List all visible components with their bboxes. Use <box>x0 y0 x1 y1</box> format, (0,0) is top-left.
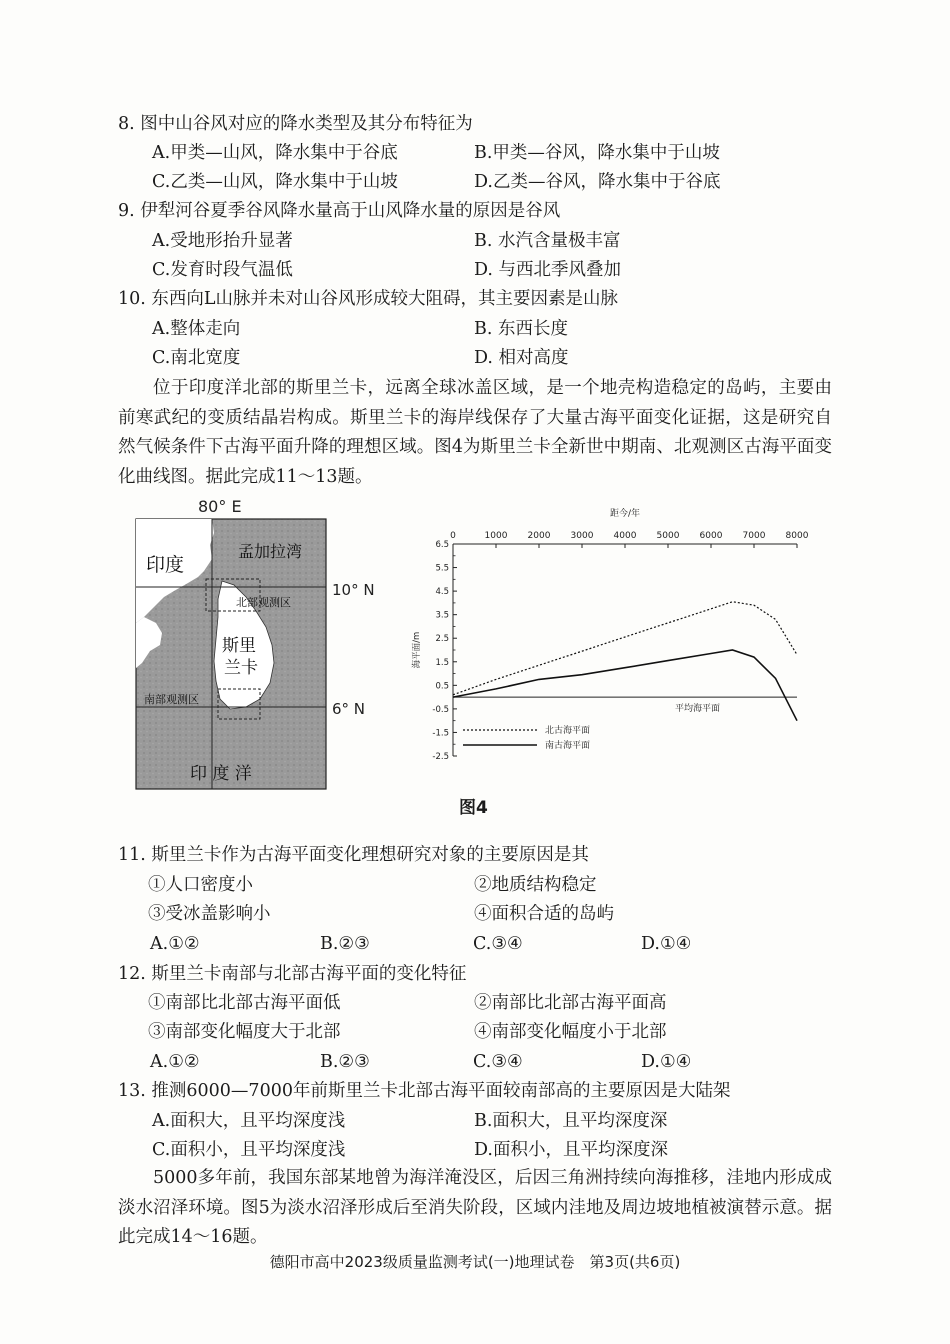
passage-sri-lanka: 位于印度洋北部的斯里兰卡，远离全球冰盖区域，是一个地壳构造稳定的岛屿，主要由前寒武纪的变质结晶岩构成。斯里兰卡的海岸线保存了大量古海平面变化证据，这是研究自然气候条件下古海平面升降的理想区域。图4为斯里兰卡全新世中期南、北观测区古海平面变化曲线图。据此完成11～13题。 <box>118 378 832 487</box>
map-lat10-label: 10° N <box>332 581 375 599</box>
map-island-label-2: 兰卡 <box>224 658 258 678</box>
q12-option-d: D.①④ <box>641 1052 692 1072</box>
q11-item-2: ②地质结构稳定 <box>474 875 597 895</box>
map-island-label-1: 斯里 <box>222 636 256 656</box>
q13-option-c: C.面积小，且平均深度浅 <box>152 1140 346 1160</box>
q13-stem: 13. 推测6000—7000年前斯里兰卡北部古海平面较南部高的主要原因是大陆架 <box>118 1081 731 1101</box>
y-tick-label: 6.5 <box>435 540 449 550</box>
q12-item-1: ①南部比北部古海平面低 <box>148 993 341 1013</box>
map-north-zone-label: 北部观测区 <box>236 596 291 609</box>
q12-option-a: A.①② <box>150 1052 200 1072</box>
y-tick-label: -2.5 <box>432 752 449 762</box>
q11-option-a: A.①② <box>150 934 200 954</box>
q8-option-d: D.乙类—谷风，降水集中于谷底 <box>474 172 721 192</box>
x-tick-label: 4000 <box>613 531 637 541</box>
passage-marsh: 5000多年前，我国东部某地曾为海洋淹没区，后因三角洲持续向海推移，洼地内形成成淡水沼泽环境。图5为淡水沼泽形成后至消失阶段，区域内洼地及周边坡地植被演替示意。据此完成14～16题。 <box>118 1168 832 1247</box>
q12-item-3: ③南部变化幅度大于北部 <box>148 1022 341 1042</box>
x-tick-label: 3000 <box>570 531 594 541</box>
sea-level-chart <box>405 498 815 770</box>
x-tick-label: 1000 <box>484 531 508 541</box>
y-tick-label: 5.5 <box>435 563 449 574</box>
q10-option-b: B. 东西长度 <box>474 319 568 339</box>
q10-option-a: A.整体走向 <box>152 319 241 339</box>
x-tick-label: 8000 <box>785 531 809 541</box>
q11-option-b: B.②③ <box>320 934 370 954</box>
q8-option-c: C.乙类—山风，降水集中于山坡 <box>152 172 398 192</box>
q8-option-a: A.甲类—山风，降水集中于谷底 <box>152 143 398 163</box>
q9-option-a: A.受地形抬升显著 <box>152 231 293 251</box>
y-tick-label: 4.5 <box>435 587 449 598</box>
q10-stem: 10. 东西向L山脉并未对山谷风形成较大阻碍，其主要因素是山脉 <box>118 289 619 309</box>
legend-label-south: 南古海平面 <box>545 741 591 751</box>
q11-option-d: D.①④ <box>641 934 692 954</box>
south-sea-level-line <box>453 650 797 721</box>
y-tick-label: -0.5 <box>432 704 449 715</box>
q8-option-b: B.甲类—谷风，降水集中于山坡 <box>474 143 720 163</box>
map-bay-label: 孟加拉湾 <box>238 542 303 561</box>
q12-item-4: ④南部变化幅度小于北部 <box>474 1022 667 1042</box>
q13-option-a: A.面积大，且平均深度浅 <box>152 1111 346 1131</box>
q10-option-c: C.南北宽度 <box>152 348 241 368</box>
y-tick-label: -1.5 <box>432 728 449 739</box>
map-ocean-label: 印 度 洋 <box>190 764 252 784</box>
x-tick-label: 7000 <box>742 531 766 541</box>
q9-option-d: D. 与西北季风叠加 <box>474 260 622 280</box>
page-footer: 德阳市高中2023级质量监测考试(一)地理试卷 第3页(共6页) <box>269 1253 681 1271</box>
north-sea-level-line <box>453 602 797 695</box>
q9-stem: 9. 伊犁河谷夏季谷风降水量高于山风降水量的原因是谷风 <box>118 201 561 221</box>
q9-option-c: C.发育时段气温低 <box>152 260 293 280</box>
q13-option-d: D.面积小，且平均深度深 <box>474 1140 668 1160</box>
y-axis-label: 海平面/m <box>412 631 422 669</box>
map-india-label: 印度 <box>146 554 185 576</box>
q10-option-d: D. 相对高度 <box>474 348 569 368</box>
q9-option-b: B. 水汽含量极丰富 <box>474 231 621 251</box>
legend-label-north: 北古海平面 <box>545 726 591 736</box>
q11-item-3: ③受冰盖影响小 <box>148 904 271 924</box>
x-axis-label: 距今/年 <box>610 509 641 519</box>
q11-stem: 11. 斯里兰卡作为古海平面变化理想研究对象的主要原因是其 <box>118 845 589 865</box>
x-tick-label: 2000 <box>527 531 551 541</box>
q12-option-b: B.②③ <box>320 1052 370 1072</box>
q13-option-b: B.面积大，且平均深度深 <box>474 1111 668 1131</box>
map-south-zone-label: 南部观测区 <box>144 693 199 706</box>
x-tick-label: 0 <box>450 531 456 541</box>
mean-sea-level-label: 平均海平面 <box>675 704 721 715</box>
map-longitude-label: 80° E <box>198 497 242 516</box>
q11-option-c: C.③④ <box>473 934 523 954</box>
figure-4-caption: 图4 <box>459 798 488 818</box>
y-tick-label: 2.5 <box>435 634 449 645</box>
y-tick-label: 0.5 <box>435 681 449 692</box>
q11-item-4: ④面积合适的岛屿 <box>474 904 614 924</box>
q12-stem: 12. 斯里兰卡南部与北部古海平面的变化特征 <box>118 964 467 984</box>
sri-lanka-map <box>130 493 390 793</box>
x-tick-label: 6000 <box>699 531 723 541</box>
q11-item-1: ①人口密度小 <box>148 875 253 895</box>
q12-option-c: C.③④ <box>473 1052 523 1072</box>
x-tick-label: 5000 <box>656 531 680 541</box>
map-lat6-label: 6° N <box>332 700 366 718</box>
q8-stem: 8. 图中山谷风对应的降水类型及其分布特征为 <box>118 114 473 134</box>
q12-item-2: ②南部比北部古海平面高 <box>474 993 667 1013</box>
y-tick-label: 1.5 <box>435 657 449 668</box>
y-tick-label: 3.5 <box>435 610 449 621</box>
